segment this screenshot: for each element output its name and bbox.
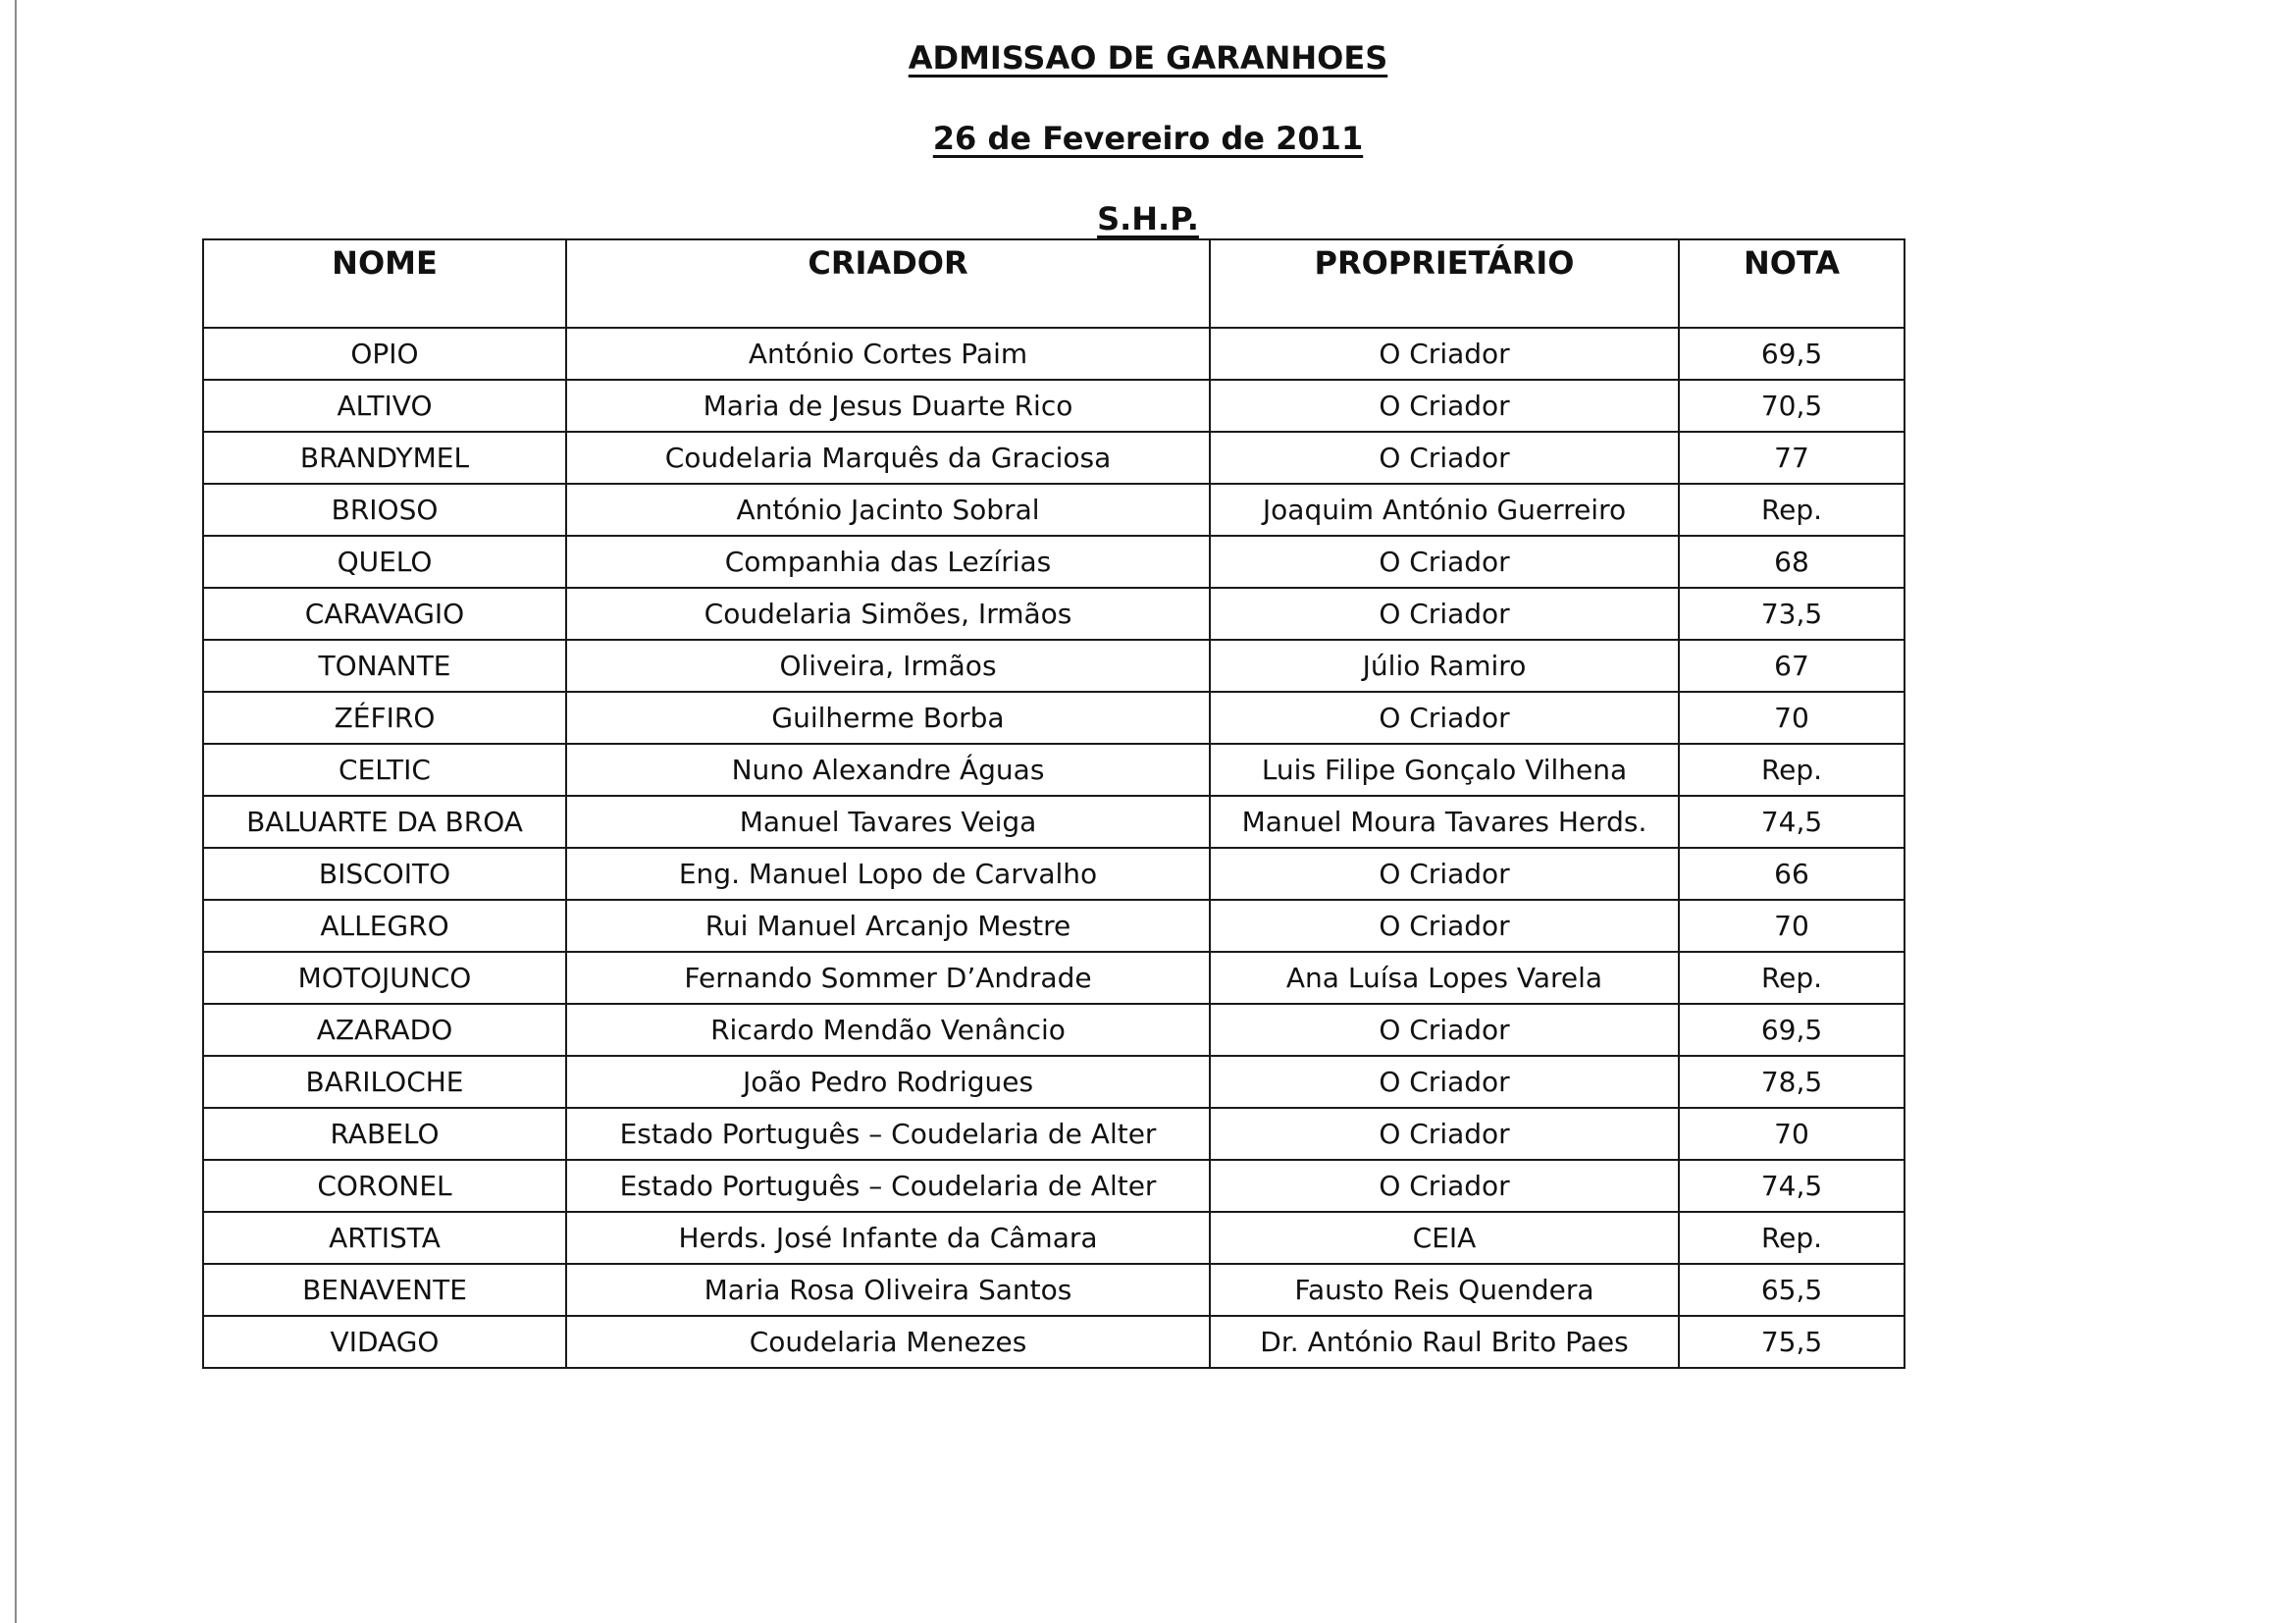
cell-nota: 74,5 [1679, 1160, 1905, 1212]
cell-criador: Eng. Manuel Lopo de Carvalho [566, 848, 1210, 900]
cell-nota: 68 [1679, 536, 1905, 588]
table-row [203, 536, 1905, 588]
table-row [203, 1212, 1905, 1264]
table-row [203, 328, 1905, 380]
cell-proprietario: O Criador [1210, 328, 1679, 380]
cell-nota: 65,5 [1679, 1264, 1905, 1316]
cell-nota: 69,5 [1679, 1004, 1905, 1056]
cell-criador: Coudelaria Marquês da Graciosa [566, 432, 1210, 484]
cell-nome: VIDAGO [203, 1316, 566, 1368]
section-label: S.H.P. [1097, 200, 1199, 237]
cell-nota: Rep. [1679, 744, 1905, 796]
cell-nome: ZÉFIRO [203, 692, 566, 744]
table-row [203, 1004, 1905, 1056]
cell-proprietario: O Criador [1210, 1108, 1679, 1160]
document-date: 26 de Fevereiro de 2011 [932, 120, 1364, 157]
cell-nota: 77 [1679, 432, 1905, 484]
cell-criador: Estado Português – Coudelaria de Alter [566, 1160, 1210, 1212]
table-row [203, 1056, 1905, 1108]
cell-nome: BRIOSO [203, 484, 566, 536]
cell-proprietario: Joaquim António Guerreiro [1210, 484, 1679, 536]
cell-nota: 70 [1679, 1108, 1905, 1160]
cell-proprietario: Dr. António Raul Brito Paes [1210, 1316, 1679, 1368]
cell-criador: Nuno Alexandre Águas [566, 744, 1210, 796]
cell-nota: 70 [1679, 900, 1905, 952]
table-row [203, 484, 1905, 536]
document-title: ADMISSAO DE GARANHOES [908, 39, 1388, 77]
table-row [203, 1160, 1905, 1212]
table-header-row [203, 239, 1905, 328]
table-row [203, 900, 1905, 952]
cell-criador: Maria Rosa Oliveira Santos [566, 1264, 1210, 1316]
cell-nota: 78,5 [1679, 1056, 1905, 1108]
cell-nota: Rep. [1679, 952, 1905, 1004]
cell-proprietario: O Criador [1210, 1056, 1679, 1108]
cell-nome: OPIO [203, 328, 566, 380]
stallion-admission-table [202, 238, 1905, 1369]
cell-nota: 75,5 [1679, 1316, 1905, 1368]
cell-criador: Coudelaria Simões, Irmãos [566, 588, 1210, 640]
cell-nota: 66 [1679, 848, 1905, 900]
cell-proprietario: Manuel Moura Tavares Herds. [1210, 796, 1679, 848]
cell-nota: 70 [1679, 692, 1905, 744]
cell-nome: QUELO [203, 536, 566, 588]
table-row [203, 744, 1905, 796]
cell-proprietario: O Criador [1210, 1004, 1679, 1056]
cell-criador: Fernando Sommer D’Andrade [566, 952, 1210, 1004]
cell-proprietario: O Criador [1210, 900, 1679, 952]
cell-criador: Herds. José Infante da Câmara [566, 1212, 1210, 1264]
cell-nome: ALTIVO [203, 380, 566, 432]
cell-criador: Ricardo Mendão Venâncio [566, 1004, 1210, 1056]
cell-nome: ARTISTA [203, 1212, 566, 1264]
cell-nota: 69,5 [1679, 328, 1905, 380]
table-row [203, 796, 1905, 848]
cell-proprietario: O Criador [1210, 380, 1679, 432]
cell-nome: RABELO [203, 1108, 566, 1160]
cell-criador: Rui Manuel Arcanjo Mestre [566, 900, 1210, 952]
cell-proprietario: Fausto Reis Quendera [1210, 1264, 1679, 1316]
table-row [203, 588, 1905, 640]
cell-criador: Guilherme Borba [566, 692, 1210, 744]
column-header-proprietario: PROPRIETÁRIO [1210, 239, 1679, 328]
cell-criador: Companhia das Lezírias [566, 536, 1210, 588]
cell-nota: 67 [1679, 640, 1905, 692]
cell-nome: BENAVENTE [203, 1264, 566, 1316]
cell-proprietario: O Criador [1210, 848, 1679, 900]
cell-criador: João Pedro Rodrigues [566, 1056, 1210, 1108]
cell-proprietario: CEIA [1210, 1212, 1679, 1264]
cell-nota: Rep. [1679, 1212, 1905, 1264]
cell-proprietario: O Criador [1210, 588, 1679, 640]
cell-criador: Estado Português – Coudelaria de Alter [566, 1108, 1210, 1160]
table-row [203, 640, 1905, 692]
cell-nome: BALUARTE DA BROA [203, 796, 566, 848]
cell-nome: CARAVAGIO [203, 588, 566, 640]
table-row [203, 952, 1905, 1004]
cell-proprietario: Luis Filipe Gonçalo Vilhena [1210, 744, 1679, 796]
table-row [203, 1108, 1905, 1160]
table-row [203, 692, 1905, 744]
cell-criador: António Cortes Paim [566, 328, 1210, 380]
table-body [203, 328, 1905, 1368]
cell-nome: BRANDYMEL [203, 432, 566, 484]
cell-nome: CORONEL [203, 1160, 566, 1212]
cell-proprietario: O Criador [1210, 692, 1679, 744]
table-row [203, 848, 1905, 900]
cell-nome: AZARADO [203, 1004, 566, 1056]
table-row [203, 432, 1905, 484]
column-header-criador: CRIADOR [566, 239, 1210, 328]
cell-proprietario: O Criador [1210, 536, 1679, 588]
cell-criador: Oliveira, Irmãos [566, 640, 1210, 692]
cell-proprietario: Ana Luísa Lopes Varela [1210, 952, 1679, 1004]
column-header-nota: NOTA [1679, 239, 1905, 328]
table-row [203, 1264, 1905, 1316]
cell-nome: CELTIC [203, 744, 566, 796]
cell-nota: 73,5 [1679, 588, 1905, 640]
cell-proprietario: O Criador [1210, 432, 1679, 484]
cell-nome: TONANTE [203, 640, 566, 692]
table-row [203, 1316, 1905, 1368]
cell-nota: 74,5 [1679, 796, 1905, 848]
cell-proprietario: Júlio Ramiro [1210, 640, 1679, 692]
cell-criador: Coudelaria Menezes [566, 1316, 1210, 1368]
cell-nota: Rep. [1679, 484, 1905, 536]
cell-criador: Maria de Jesus Duarte Rico [566, 380, 1210, 432]
cell-criador: António Jacinto Sobral [566, 484, 1210, 536]
page-edge-rule [15, 0, 17, 1623]
table-row [203, 380, 1905, 432]
cell-nome: BARILOCHE [203, 1056, 566, 1108]
cell-criador: Manuel Tavares Veiga [566, 796, 1210, 848]
cell-nome: MOTOJUNCO [203, 952, 566, 1004]
column-header-nome: NOME [203, 239, 566, 328]
cell-nome: ALLEGRO [203, 900, 566, 952]
cell-proprietario: O Criador [1210, 1160, 1679, 1212]
cell-nome: BISCOITO [203, 848, 566, 900]
cell-nota: 70,5 [1679, 380, 1905, 432]
